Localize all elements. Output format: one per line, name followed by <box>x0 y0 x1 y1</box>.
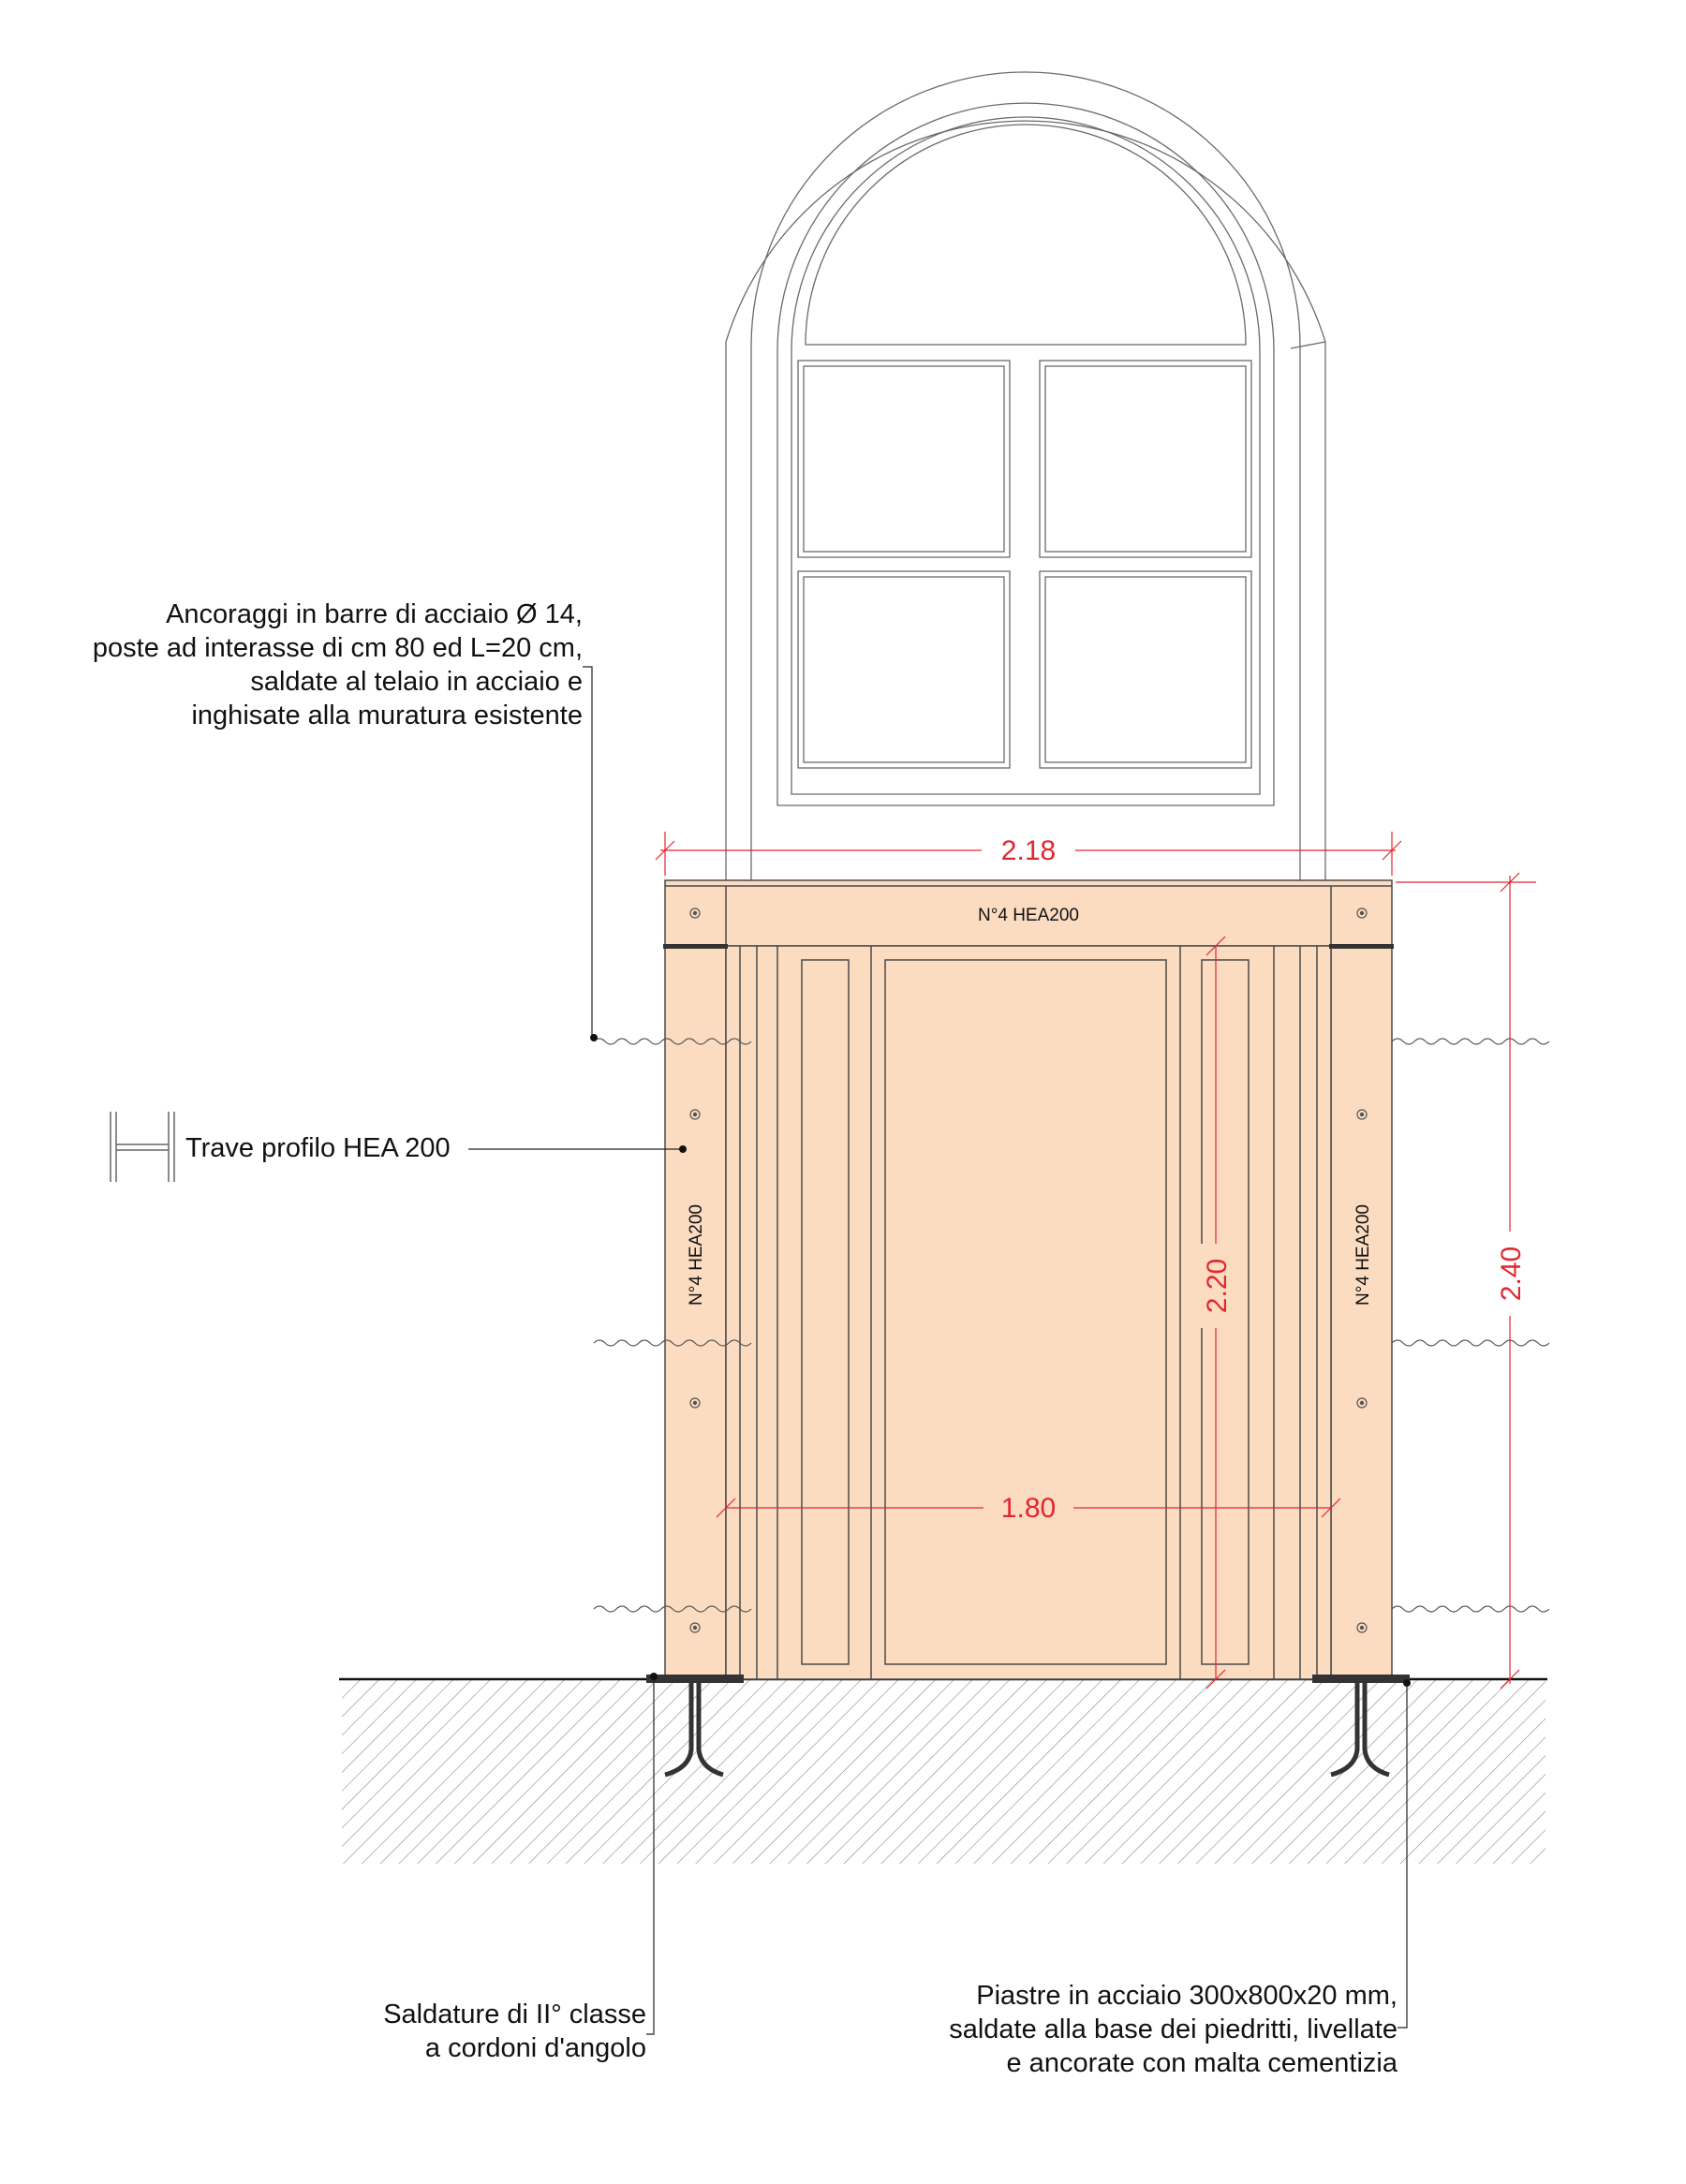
right-column <box>1331 946 1392 1679</box>
note-anchors <box>93 599 598 1041</box>
total-width-dimension: 2.18 <box>1000 835 1057 866</box>
left-column <box>665 946 726 1679</box>
note-plates-line-3: e ancorate con malta cementizia <box>1006 2048 1398 2078</box>
top-beam-label: N°4 HEA200 <box>978 906 1079 925</box>
note-plates-line-1: Piastre in acciaio 300x800x20 mm, <box>976 1981 1398 2011</box>
door-width-dimension: 1.80 <box>1000 1493 1057 1524</box>
door-height-dimension: 2.20 <box>1202 1258 1233 1314</box>
dimension-height <box>1396 873 1536 1689</box>
note-beam-profile <box>111 1112 687 1182</box>
right-column-label: N°4 HEA200 <box>1353 1204 1373 1306</box>
note-welds-line-1: Saldature di II° classe <box>383 2000 646 2029</box>
dimension-width <box>656 832 1401 876</box>
steel-frame <box>663 880 1394 1679</box>
note-welds-line-2: a cordoni d'angolo <box>424 2033 646 2063</box>
note-plates-line-2: saldate alla base dei piedritti, livellate <box>949 2014 1398 2044</box>
hea-section-icon <box>111 1112 174 1182</box>
door-infill <box>726 946 1331 1679</box>
note-beam-profile-text: Trave profilo HEA 200 <box>185 1133 451 1163</box>
note-anchors-line-3: saldate al telaio in acciaio e <box>250 667 583 697</box>
left-column-label: N°4 HEA200 <box>687 1204 706 1306</box>
note-anchors-line-2: poste ad interasse di cm 80 ed L=20 cm, <box>92 633 583 663</box>
total-height-dimension: 2.40 <box>1496 1246 1527 1302</box>
arched-window <box>726 72 1325 880</box>
note-anchors-line-4: inghisate alla muratura esistente <box>191 701 583 730</box>
note-anchors-line-1: Ancoraggi in barre di acciaio Ø 14, <box>166 599 583 629</box>
